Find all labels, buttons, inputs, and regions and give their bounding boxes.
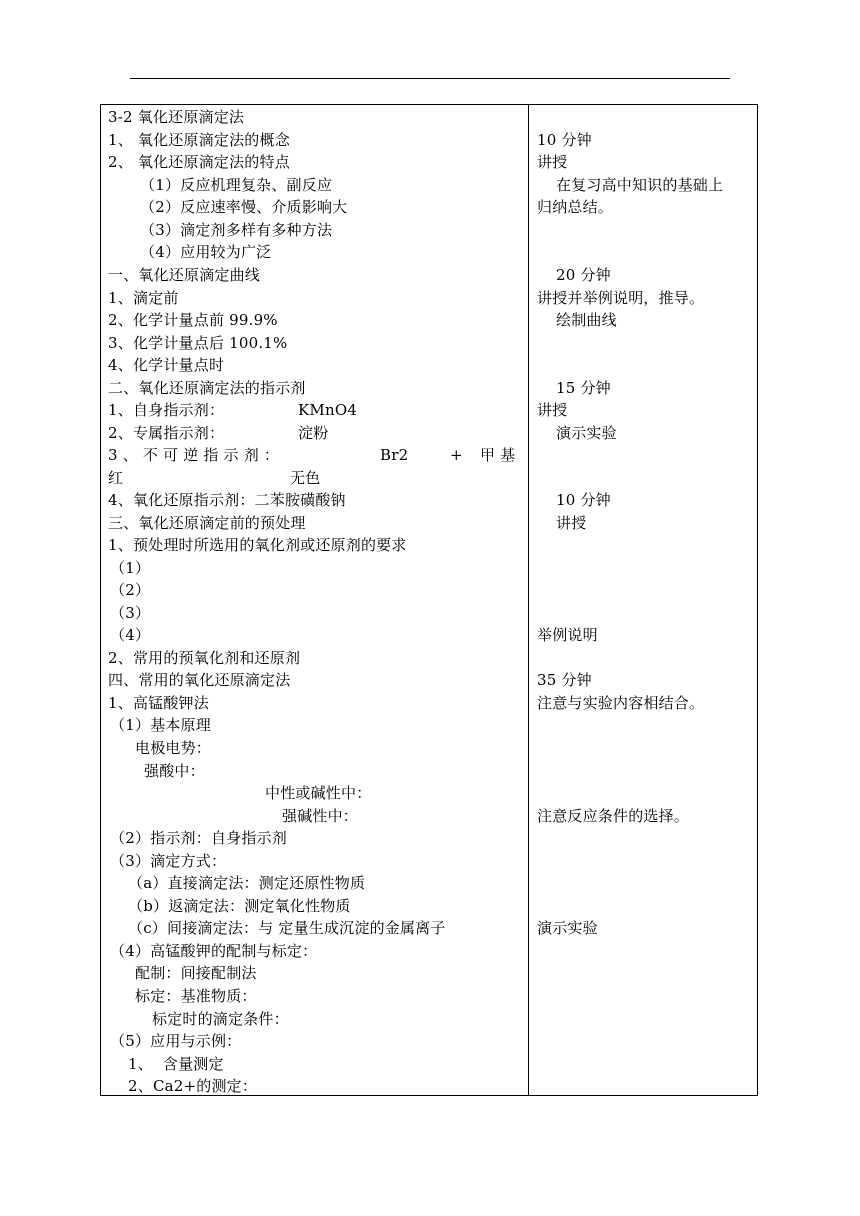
content-line: 2、化学计量点前 99.9%	[108, 311, 278, 329]
section-heading: 一、氧化还原滴定曲线	[108, 266, 261, 284]
content-line: 3 、 不 可 逆 指 示 剂 ：	[108, 446, 280, 464]
content-line: （4）应用较为广泛	[140, 243, 272, 261]
content-line: 1、 含量测定	[128, 1055, 224, 1073]
content-line: 1、自身指示剂：	[108, 401, 225, 419]
section-heading: 四、常用的氧化还原滴定法	[108, 671, 291, 689]
content-line: 无色	[290, 469, 321, 487]
teaching-note: 注意与实验内容相结合。	[537, 694, 705, 712]
indicator-name: KMnO4	[298, 401, 358, 419]
content-line: （1）基本原理	[110, 716, 211, 734]
teaching-note: 演示实验	[556, 424, 617, 442]
teaching-method: 讲授	[556, 514, 587, 532]
content-line: 1、预处理时所选用的氧化剂或还原剂的要求	[108, 536, 407, 554]
column-divider	[528, 104, 529, 1096]
content-line: （2）指示剂：自身指示剂	[110, 829, 287, 847]
content-line: 4、化学计量点时	[108, 356, 225, 374]
content-line: （3）	[110, 604, 151, 622]
content-line: （2）反应速率慢、介质影响大	[140, 198, 348, 216]
content-line: （3）滴定剂多样有多种方法	[140, 221, 333, 239]
indicator-name: Br2	[380, 446, 409, 464]
content-line: （4）高锰酸钾的配制与标定：	[110, 942, 318, 960]
content-line: （2）	[110, 581, 151, 599]
teaching-note: 在复习高中知识的基础上	[556, 176, 724, 194]
teaching-note: 绘制曲线	[556, 311, 617, 329]
content-line: 配制：间接配制法	[135, 964, 257, 982]
teaching-method: 讲授	[537, 153, 568, 171]
header-rule	[130, 78, 730, 79]
content-line: 中性或碱性中：	[265, 784, 372, 802]
indicator-name: 淀粉	[298, 424, 329, 442]
content-line: 1、 氧化还原滴定法的概念	[108, 131, 290, 149]
content-line: 2、专属指示剂：	[108, 424, 225, 442]
content-line: （a）直接滴定法：测定还原性物质	[128, 874, 366, 892]
content-line: （c）间接滴定法：与 定量生成沉淀的金属离子	[128, 919, 446, 937]
section-heading: 二、氧化还原滴定法的指示剂	[108, 379, 306, 397]
content-line: 2、 氧化还原滴定法的特点	[108, 153, 290, 171]
content-line: 标定：基准物质：	[135, 987, 257, 1005]
content-line: （b）返滴定法：测定氧化性物质	[128, 897, 351, 915]
content-line: 2、常用的预氧化剂和还原剂	[108, 649, 301, 667]
content-line: （1）	[110, 559, 151, 577]
content-line: （4）	[110, 626, 151, 644]
time-allocation: 35 分钟	[537, 671, 592, 689]
content-line: 1、滴定前	[108, 289, 179, 307]
content-line: 1、高锰酸钾法	[108, 694, 209, 712]
content-line: 3、化学计量点后 100.1%	[108, 334, 288, 352]
section-title: 3-2 氧化还原滴定法	[108, 108, 245, 126]
content-line: （3）滴定方式：	[110, 852, 227, 870]
time-allocation: 10 分钟	[556, 491, 611, 509]
content-line: 强碱性中：	[282, 807, 359, 825]
content-line: 红	[108, 469, 124, 487]
content-line: 电极电势：	[135, 739, 212, 757]
content-line: （5）应用与示例：	[110, 1032, 242, 1050]
content-line: 标定时的滴定条件：	[152, 1010, 289, 1028]
indicator-name: 甲 基	[480, 446, 516, 464]
time-allocation: 10 分钟	[537, 131, 592, 149]
teaching-method: 讲授	[537, 401, 568, 419]
plus-sign: +	[450, 446, 463, 464]
content-line: 强酸中：	[144, 762, 205, 780]
time-allocation: 15 分钟	[556, 379, 611, 397]
teaching-note: 演示实验	[537, 919, 598, 937]
content-line: 2、Ca2+的测定：	[128, 1077, 258, 1095]
time-allocation: 20 分钟	[556, 266, 611, 284]
teaching-note: 注意反应条件的选择。	[537, 807, 690, 825]
section-heading: 三、氧化还原滴定前的预处理	[108, 514, 306, 532]
content-line: （1）反应机理复杂、副反应	[140, 176, 333, 194]
content-line: 4、氧化还原指示剂：二苯胺磺酸钠	[108, 491, 346, 509]
teaching-note: 举例说明	[537, 626, 598, 644]
teaching-note: 归纳总结。	[537, 198, 614, 216]
teaching-method: 讲授并举例说明，推导。	[537, 289, 705, 307]
